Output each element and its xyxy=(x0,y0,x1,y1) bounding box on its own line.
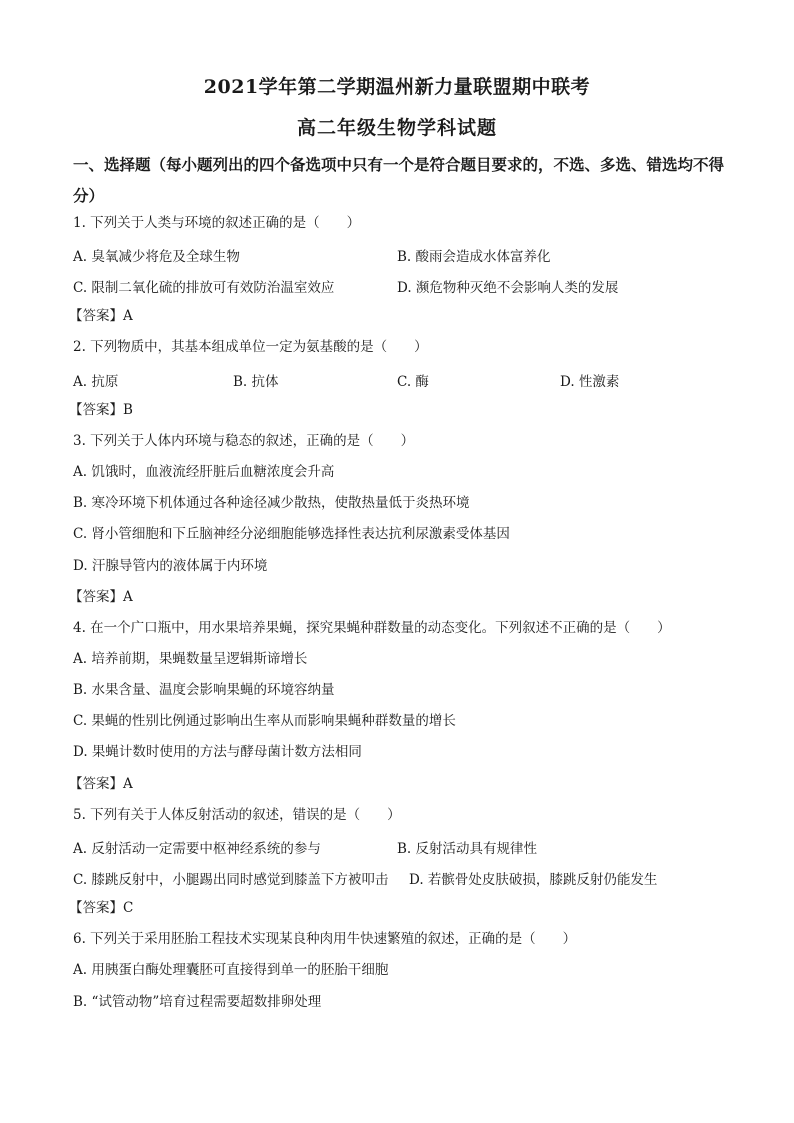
question-5-options-row-2 xyxy=(73,868,753,886)
question-2-stem: 2. 下列物质中，其基本组成单位一定为氨基酸的是（ ） xyxy=(73,339,428,355)
question-3-option-b: B. 寒冷环境下机体通过各种途径减少散热，使散热量低于炎热环境 xyxy=(73,495,470,511)
question-3-option-c: C. 肾小管细胞和下丘脑神经分泌细胞能够选择性表达抗利尿激素受体基因 xyxy=(73,526,510,542)
question-3-option-a: A. 饥饿时，血液流经肝脏后血糖浓度会升高 xyxy=(73,464,335,480)
question-4-option-d: D. 果蝇计数时使用的方法与酵母菌计数方法相同 xyxy=(73,744,362,760)
question-4-option-c: C. 果蝇的性别比例通过影响出生率从而影响果蝇种群数量的增长 xyxy=(73,713,456,729)
question-5-option-c: C. 膝跳反射中，小腿踢出同时感觉到膝盖下方被叩击 xyxy=(73,872,389,888)
question-6-stem: 6. 下列关于采用胚胎工程技术实现某良种肉用牛快速繁殖的叙述，正确的是（ ） xyxy=(73,931,577,947)
question-3-option-d: D. 汗腺导管内的液体属于内环境 xyxy=(73,558,268,574)
question-2-option-a: A. 抗原 xyxy=(73,374,119,390)
question-1-option-b: B. 酸雨会造成水体富养化 xyxy=(397,249,551,265)
question-1-stem: 1. 下列关于人类与环境的叙述正确的是（ ） xyxy=(73,215,361,231)
question-2-options-row xyxy=(73,370,753,388)
section-heading: 一、选择题（每小题列出的四个备选项中只有一个是符合题目要求的，不选、多选、错选均不得分） xyxy=(73,155,725,205)
question-1-option-d: D. 濒危物种灭绝不会影响人类的发展 xyxy=(397,280,619,296)
question-5-stem: 5. 下列有关于人体反射活动的叙述，错误的是（ ） xyxy=(73,807,401,823)
question-5-answer: 【答案】C xyxy=(69,900,134,916)
question-5-option-d: D. 若髌骨处皮肤破损，膝跳反射仍能发生 xyxy=(409,872,658,888)
question-5-options-row-1 xyxy=(73,837,753,855)
question-3-stem: 3. 下列关于人体内环境与稳态的叙述，正确的是（ ） xyxy=(73,433,415,449)
question-4-stem: 4. 在一个广口瓶中，用水果培养果蝇，探究果蝇种群数量的动态变化。下列叙述不正确的是（ ） xyxy=(73,620,671,636)
question-1-option-a: A. 臭氧减少将危及全球生物 xyxy=(73,249,240,265)
question-1-answer: 【答案】A xyxy=(69,308,133,324)
question-2-option-b: B. 抗体 xyxy=(233,374,279,390)
exam-subtitle: 高二年级生物学科试题 xyxy=(296,117,497,139)
question-1-option-c: C. 限制二氧化硫的排放可有效防治温室效应 xyxy=(73,280,335,296)
question-4-answer: 【答案】A xyxy=(69,776,133,792)
question-1-options-row-1 xyxy=(73,245,753,263)
question-5-option-a: A. 反射活动一定需要中枢神经系统的参与 xyxy=(73,841,321,857)
question-2-option-d: D. 性激素 xyxy=(560,374,620,390)
question-2-answer: 【答案】B xyxy=(69,402,133,418)
question-5-option-b: B. 反射活动具有规律性 xyxy=(397,841,538,857)
question-2-option-c: C. 酶 xyxy=(397,374,429,390)
question-1-options-row-2 xyxy=(73,276,753,294)
question-6-option-b: B. “试管动物”培育过程需要超数排卵处理 xyxy=(73,994,322,1010)
exam-title: 2021学年第二学期温州新力量联盟期中联考 xyxy=(203,76,591,98)
question-4-option-b: B. 水果含量、温度会影响果蝇的环境容纳量 xyxy=(73,682,335,698)
question-3-answer: 【答案】A xyxy=(69,589,133,605)
question-6-option-a: A. 用胰蛋白酶处理囊胚可直接得到单一的胚胎干细胞 xyxy=(73,962,389,978)
question-4-option-a: A. 培养前期，果蝇数量呈逻辑斯谛增长 xyxy=(73,651,308,667)
